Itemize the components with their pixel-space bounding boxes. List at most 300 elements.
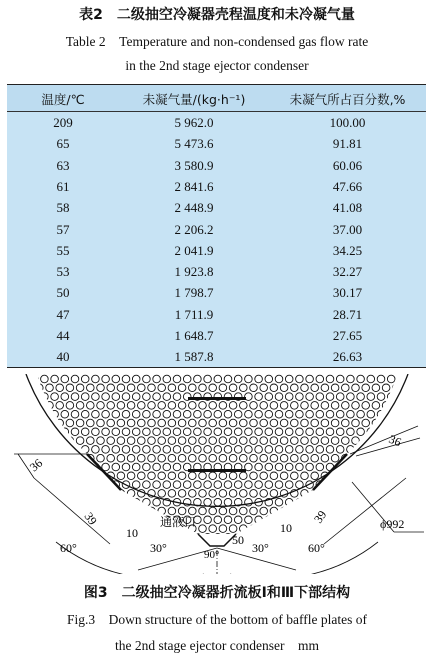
tube-hole	[163, 410, 171, 418]
tube-hole	[178, 454, 186, 462]
tube-hole	[229, 490, 237, 498]
tube-hole	[46, 507, 54, 515]
tube-hole	[158, 490, 166, 498]
tube-hole	[250, 472, 258, 480]
tube-hole	[275, 428, 283, 436]
tube-hole	[92, 534, 100, 542]
tube-hole	[132, 446, 140, 454]
cell-temperature: 47	[56, 306, 70, 322]
tube-hole	[260, 419, 268, 427]
tube-hole	[92, 375, 100, 383]
tube-hole	[393, 542, 401, 550]
tube-hole	[199, 525, 207, 533]
tube-hole	[265, 516, 273, 524]
label-angle-60-right: 60°	[308, 541, 325, 555]
tube-hole	[138, 454, 146, 462]
tube-hole	[56, 402, 64, 410]
tube-hole	[20, 428, 28, 436]
tube-hole	[158, 437, 166, 445]
tube-hole	[342, 490, 350, 498]
tube-hole	[250, 490, 258, 498]
tube-hole	[306, 498, 314, 506]
tube-hole	[76, 507, 84, 515]
tube-hole	[46, 454, 54, 462]
tube-hole	[275, 481, 283, 489]
tube-hole	[127, 419, 135, 427]
tube-hole	[199, 437, 207, 445]
tube-hole	[321, 419, 329, 427]
tube-hole	[219, 525, 227, 533]
cell-gas-flow: 5 962.0	[174, 115, 214, 130]
tube-hole	[189, 472, 197, 480]
tube-hole	[168, 384, 176, 392]
tube-hole	[311, 384, 319, 392]
tube-hole	[265, 393, 273, 401]
tube-hole	[199, 454, 207, 462]
tube-hole	[214, 481, 222, 489]
tube-hole	[138, 384, 146, 392]
table-row	[7, 176, 426, 197]
tube-hole	[214, 446, 222, 454]
tube-hole	[382, 542, 390, 550]
tube-hole	[56, 454, 64, 462]
tube-hole	[92, 446, 100, 454]
tube-hole	[173, 428, 181, 436]
cell-temperature: 209	[53, 115, 73, 130]
tube-hole	[280, 490, 288, 498]
tube-hole	[270, 525, 278, 533]
tube-hole	[81, 463, 89, 471]
tube-hole	[117, 507, 125, 515]
tube-hole	[122, 410, 130, 418]
tube-hole	[214, 410, 222, 418]
tube-hole	[291, 472, 299, 480]
tube-hole	[66, 454, 74, 462]
tube-hole	[240, 525, 248, 533]
tube-hole	[189, 384, 197, 392]
tube-hole	[97, 507, 105, 515]
tube-hole	[189, 402, 197, 410]
tube-hole	[377, 463, 385, 471]
tube-hole	[71, 375, 79, 383]
tube-hole	[204, 516, 212, 524]
tube-hole	[168, 542, 176, 550]
cell-percentage: 91.81	[332, 136, 363, 152]
tube-hole	[209, 490, 217, 498]
tube-hole	[265, 446, 273, 454]
tube-hole	[301, 384, 309, 392]
tube-hole	[372, 384, 380, 392]
tube-hole	[36, 437, 44, 445]
tube-hole	[61, 375, 69, 383]
tube-hole	[153, 463, 161, 471]
tube-hole	[178, 472, 186, 480]
tube-hole	[408, 516, 416, 524]
tube-hole	[61, 393, 69, 401]
tube-hole	[316, 393, 324, 401]
tube-hole	[178, 419, 186, 427]
tube-hole	[270, 472, 278, 480]
table-caption-cn: 表2 二级抽空冷凝器壳程温度和未冷凝气量	[79, 7, 355, 23]
tube-hole	[158, 419, 166, 427]
tube-hole	[87, 472, 95, 480]
tube-hole	[209, 454, 217, 462]
tube-hole	[153, 498, 161, 506]
tube-hole	[76, 437, 84, 445]
tube-hole	[250, 507, 258, 515]
tube-hole	[163, 481, 171, 489]
tube-hole	[326, 428, 334, 436]
cell-percentage: 37.00	[332, 221, 363, 237]
tube-hole	[148, 507, 156, 515]
tube-hole	[107, 402, 115, 410]
tube-hole	[387, 375, 395, 383]
tube-hole	[158, 384, 166, 392]
tube-hole	[352, 507, 360, 515]
label-50: 50	[232, 533, 244, 547]
tube-hole	[342, 384, 350, 392]
tube-hole	[189, 490, 197, 498]
tube-hole	[148, 525, 156, 533]
tube-hole	[229, 419, 237, 427]
tube-hole	[71, 410, 79, 418]
tube-hole	[209, 525, 217, 533]
tube-hole	[61, 463, 69, 471]
tube-hole	[275, 498, 283, 506]
tube-hole	[342, 437, 350, 445]
tube-hole	[296, 393, 304, 401]
tube-hole	[168, 490, 176, 498]
tube-hole	[219, 437, 227, 445]
tube-hole	[138, 542, 146, 550]
tube-hole	[107, 490, 115, 498]
tube-hole	[219, 490, 227, 498]
tube-hole	[403, 542, 411, 550]
tube-hole	[255, 410, 263, 418]
tube-hole	[280, 542, 288, 550]
tube-hole	[393, 490, 401, 498]
tube-hole	[357, 534, 365, 542]
tube-hole	[377, 498, 385, 506]
tube-hole	[71, 481, 79, 489]
tube-hole	[408, 375, 416, 383]
tube-hole	[30, 428, 38, 436]
figure-caption-en-line2: the 2nd stage ejector condenser mm	[115, 638, 319, 653]
tube-hole	[311, 419, 319, 427]
cell-temperature: 61	[56, 178, 70, 194]
tube-hole	[76, 419, 84, 427]
tube-hole	[112, 534, 120, 542]
tube-hole	[301, 419, 309, 427]
tube-hole	[46, 472, 54, 480]
tube-hole	[148, 472, 156, 480]
tube-hole	[229, 437, 237, 445]
tube-hole	[51, 410, 59, 418]
tube-hole	[112, 498, 120, 506]
tube-hole	[143, 446, 151, 454]
tube-hole	[219, 507, 227, 515]
tube-hole	[30, 481, 38, 489]
tube-hole	[189, 542, 197, 550]
tube-hole	[132, 498, 140, 506]
tube-hole	[306, 446, 314, 454]
tube-hole	[41, 428, 49, 436]
tube-hole	[245, 375, 253, 383]
tube-hole	[46, 384, 54, 392]
tube-hole	[122, 463, 130, 471]
tube-hole	[357, 498, 365, 506]
tube-hole	[168, 472, 176, 480]
tube-hole	[143, 393, 151, 401]
table-row	[7, 282, 426, 303]
tube-hole	[132, 481, 140, 489]
tube-hole	[342, 419, 350, 427]
tube-hole	[362, 472, 370, 480]
tube-hole	[352, 490, 360, 498]
tube-hole	[291, 507, 299, 515]
tube-hole	[275, 463, 283, 471]
tube-hole	[56, 472, 64, 480]
tube-hole	[326, 446, 334, 454]
tube-hole	[25, 402, 33, 410]
tube-hole	[301, 507, 309, 515]
tube-hole	[377, 393, 385, 401]
tube-hole	[30, 498, 38, 506]
tube-hole	[285, 446, 293, 454]
tube-hole	[127, 472, 135, 480]
tube-hole	[255, 463, 263, 471]
tube-hole	[41, 375, 49, 383]
tube-hole	[347, 410, 355, 418]
tube-hole	[311, 402, 319, 410]
tube-hole	[306, 375, 314, 383]
tube-hole	[148, 384, 156, 392]
tube-hole	[209, 384, 217, 392]
cell-gas-flow: 2 206.2	[174, 221, 214, 237]
tube-hole	[138, 402, 146, 410]
tube-hole	[127, 437, 135, 445]
tube-hole	[311, 472, 319, 480]
tube-hole	[234, 481, 242, 489]
tube-hole	[66, 419, 74, 427]
tube-hole	[229, 472, 237, 480]
tube-hole	[245, 516, 253, 524]
tube-hole	[270, 454, 278, 462]
tube-hole	[260, 525, 268, 533]
tube-hole	[178, 437, 186, 445]
tube-hole	[173, 534, 181, 542]
tube-hole	[321, 402, 329, 410]
tube-hole	[347, 463, 355, 471]
tube-hole	[168, 454, 176, 462]
tube-hole	[143, 463, 151, 471]
tube-hole	[122, 446, 130, 454]
cell-percentage: 30.17	[332, 285, 363, 301]
cell-gas-flow: 1 587.8	[174, 349, 214, 365]
tube-hole	[183, 446, 191, 454]
tube-hole	[102, 410, 110, 418]
tube-hole	[316, 463, 324, 471]
tube-hole	[229, 384, 237, 392]
tube-hole	[357, 375, 365, 383]
tube-hole	[138, 525, 146, 533]
label-drain-port: 通液口	[160, 515, 197, 529]
table-row	[7, 304, 426, 325]
tube-hole	[306, 393, 314, 401]
tube-hole	[46, 542, 54, 550]
tube-hole	[204, 446, 212, 454]
table-row	[7, 133, 426, 154]
tube-hole	[122, 498, 130, 506]
tube-hole	[71, 463, 79, 471]
tube-hole	[250, 384, 258, 392]
tube-hole	[219, 402, 227, 410]
header-temperature: 温度/℃	[41, 92, 85, 107]
tube-hole	[20, 516, 28, 524]
tube-hole	[331, 402, 339, 410]
tube-hole	[132, 410, 140, 418]
tube-hole	[250, 525, 258, 533]
tube-hole	[122, 428, 130, 436]
tube-hole	[51, 393, 59, 401]
tube-hole	[336, 516, 344, 524]
tube-hole	[311, 490, 319, 498]
tube-hole	[296, 446, 304, 454]
tube-hole	[51, 516, 59, 524]
tube-hole	[240, 507, 248, 515]
tube-hole	[30, 375, 38, 383]
tube-hole	[97, 437, 105, 445]
tube-hole	[107, 437, 115, 445]
tube-hole	[331, 490, 339, 498]
label-angle-30-right: 30°	[252, 541, 269, 555]
tube-hole	[342, 507, 350, 515]
tube-hole	[25, 507, 33, 515]
tube-hole	[336, 534, 344, 542]
tube-hole	[250, 419, 258, 427]
tube-hole	[291, 542, 299, 550]
tube-hole	[158, 472, 166, 480]
tube-hole	[107, 384, 115, 392]
tube-hole	[234, 375, 242, 383]
tube-hole	[326, 481, 334, 489]
baffle-figure	[4, 374, 430, 574]
tube-hole	[178, 490, 186, 498]
tube-hole	[408, 446, 416, 454]
tube-hole	[92, 410, 100, 418]
tube-hole	[66, 490, 74, 498]
tube-hole	[51, 534, 59, 542]
cell-percentage: 60.06	[332, 157, 363, 173]
tube-hole	[214, 428, 222, 436]
tube-hole	[408, 428, 416, 436]
tube-hole	[66, 384, 74, 392]
tube-hole	[362, 525, 370, 533]
tube-hole	[148, 437, 156, 445]
tube-hole	[408, 393, 416, 401]
tube-hole	[76, 402, 84, 410]
tube-hole	[56, 490, 64, 498]
tube-hole	[224, 498, 232, 506]
tube-hole	[168, 402, 176, 410]
table-row	[7, 112, 426, 133]
tube-hole	[306, 410, 314, 418]
tube-hole	[97, 419, 105, 427]
tube-hole	[265, 428, 273, 436]
tube-hole	[112, 393, 120, 401]
tube-hole	[250, 437, 258, 445]
tube-hole	[393, 419, 401, 427]
tube-hole	[143, 516, 151, 524]
tube-hole	[229, 454, 237, 462]
tube-hole	[408, 463, 416, 471]
tube-hole	[189, 454, 197, 462]
tube-hole	[163, 498, 171, 506]
cell-gas-flow: 3 580.9	[174, 157, 214, 173]
tube-hole	[347, 498, 355, 506]
tube-hole	[158, 454, 166, 462]
tube-hole	[270, 437, 278, 445]
tube-hole	[387, 498, 395, 506]
tube-hole	[127, 507, 135, 515]
cell-percentage: 100.00	[329, 115, 366, 130]
tube-hole	[46, 437, 54, 445]
tube-hole	[214, 375, 222, 383]
label-angle-60-left: 60°	[60, 541, 77, 555]
tube-hole	[199, 490, 207, 498]
tube-hole	[367, 393, 375, 401]
tube-hole	[36, 507, 44, 515]
label-10-right: 10	[280, 521, 292, 535]
tube-hole	[102, 375, 110, 383]
tube-hole	[173, 375, 181, 383]
table-row	[7, 261, 426, 282]
tube-hole	[316, 446, 324, 454]
tube-hole	[204, 498, 212, 506]
cell-percentage: 26.63	[332, 349, 363, 365]
tube-hole	[382, 402, 390, 410]
tube-hole	[336, 498, 344, 506]
tube-hole	[270, 490, 278, 498]
tube-hole	[347, 375, 355, 383]
tube-hole	[61, 446, 69, 454]
tube-hole	[36, 490, 44, 498]
tube-hole	[255, 481, 263, 489]
tube-hole	[224, 428, 232, 436]
tube-hole	[143, 481, 151, 489]
tube-hole	[199, 419, 207, 427]
tube-hole	[163, 375, 171, 383]
tube-hole	[280, 419, 288, 427]
cell-temperature: 58	[56, 200, 70, 216]
tube-hole	[148, 419, 156, 427]
tube-hole	[66, 402, 74, 410]
tube-hole	[387, 393, 395, 401]
tube-hole	[183, 534, 191, 542]
tube-hole	[367, 534, 375, 542]
tube-hole	[245, 410, 253, 418]
tube-hole	[270, 402, 278, 410]
tube-hole	[112, 375, 120, 383]
tube-hole	[403, 490, 411, 498]
tube-hole	[173, 446, 181, 454]
tube-hole	[81, 375, 89, 383]
tube-hole	[209, 419, 217, 427]
tube-hole	[81, 428, 89, 436]
tube-hole	[275, 410, 283, 418]
table-row	[7, 219, 426, 240]
tube-hole	[352, 525, 360, 533]
